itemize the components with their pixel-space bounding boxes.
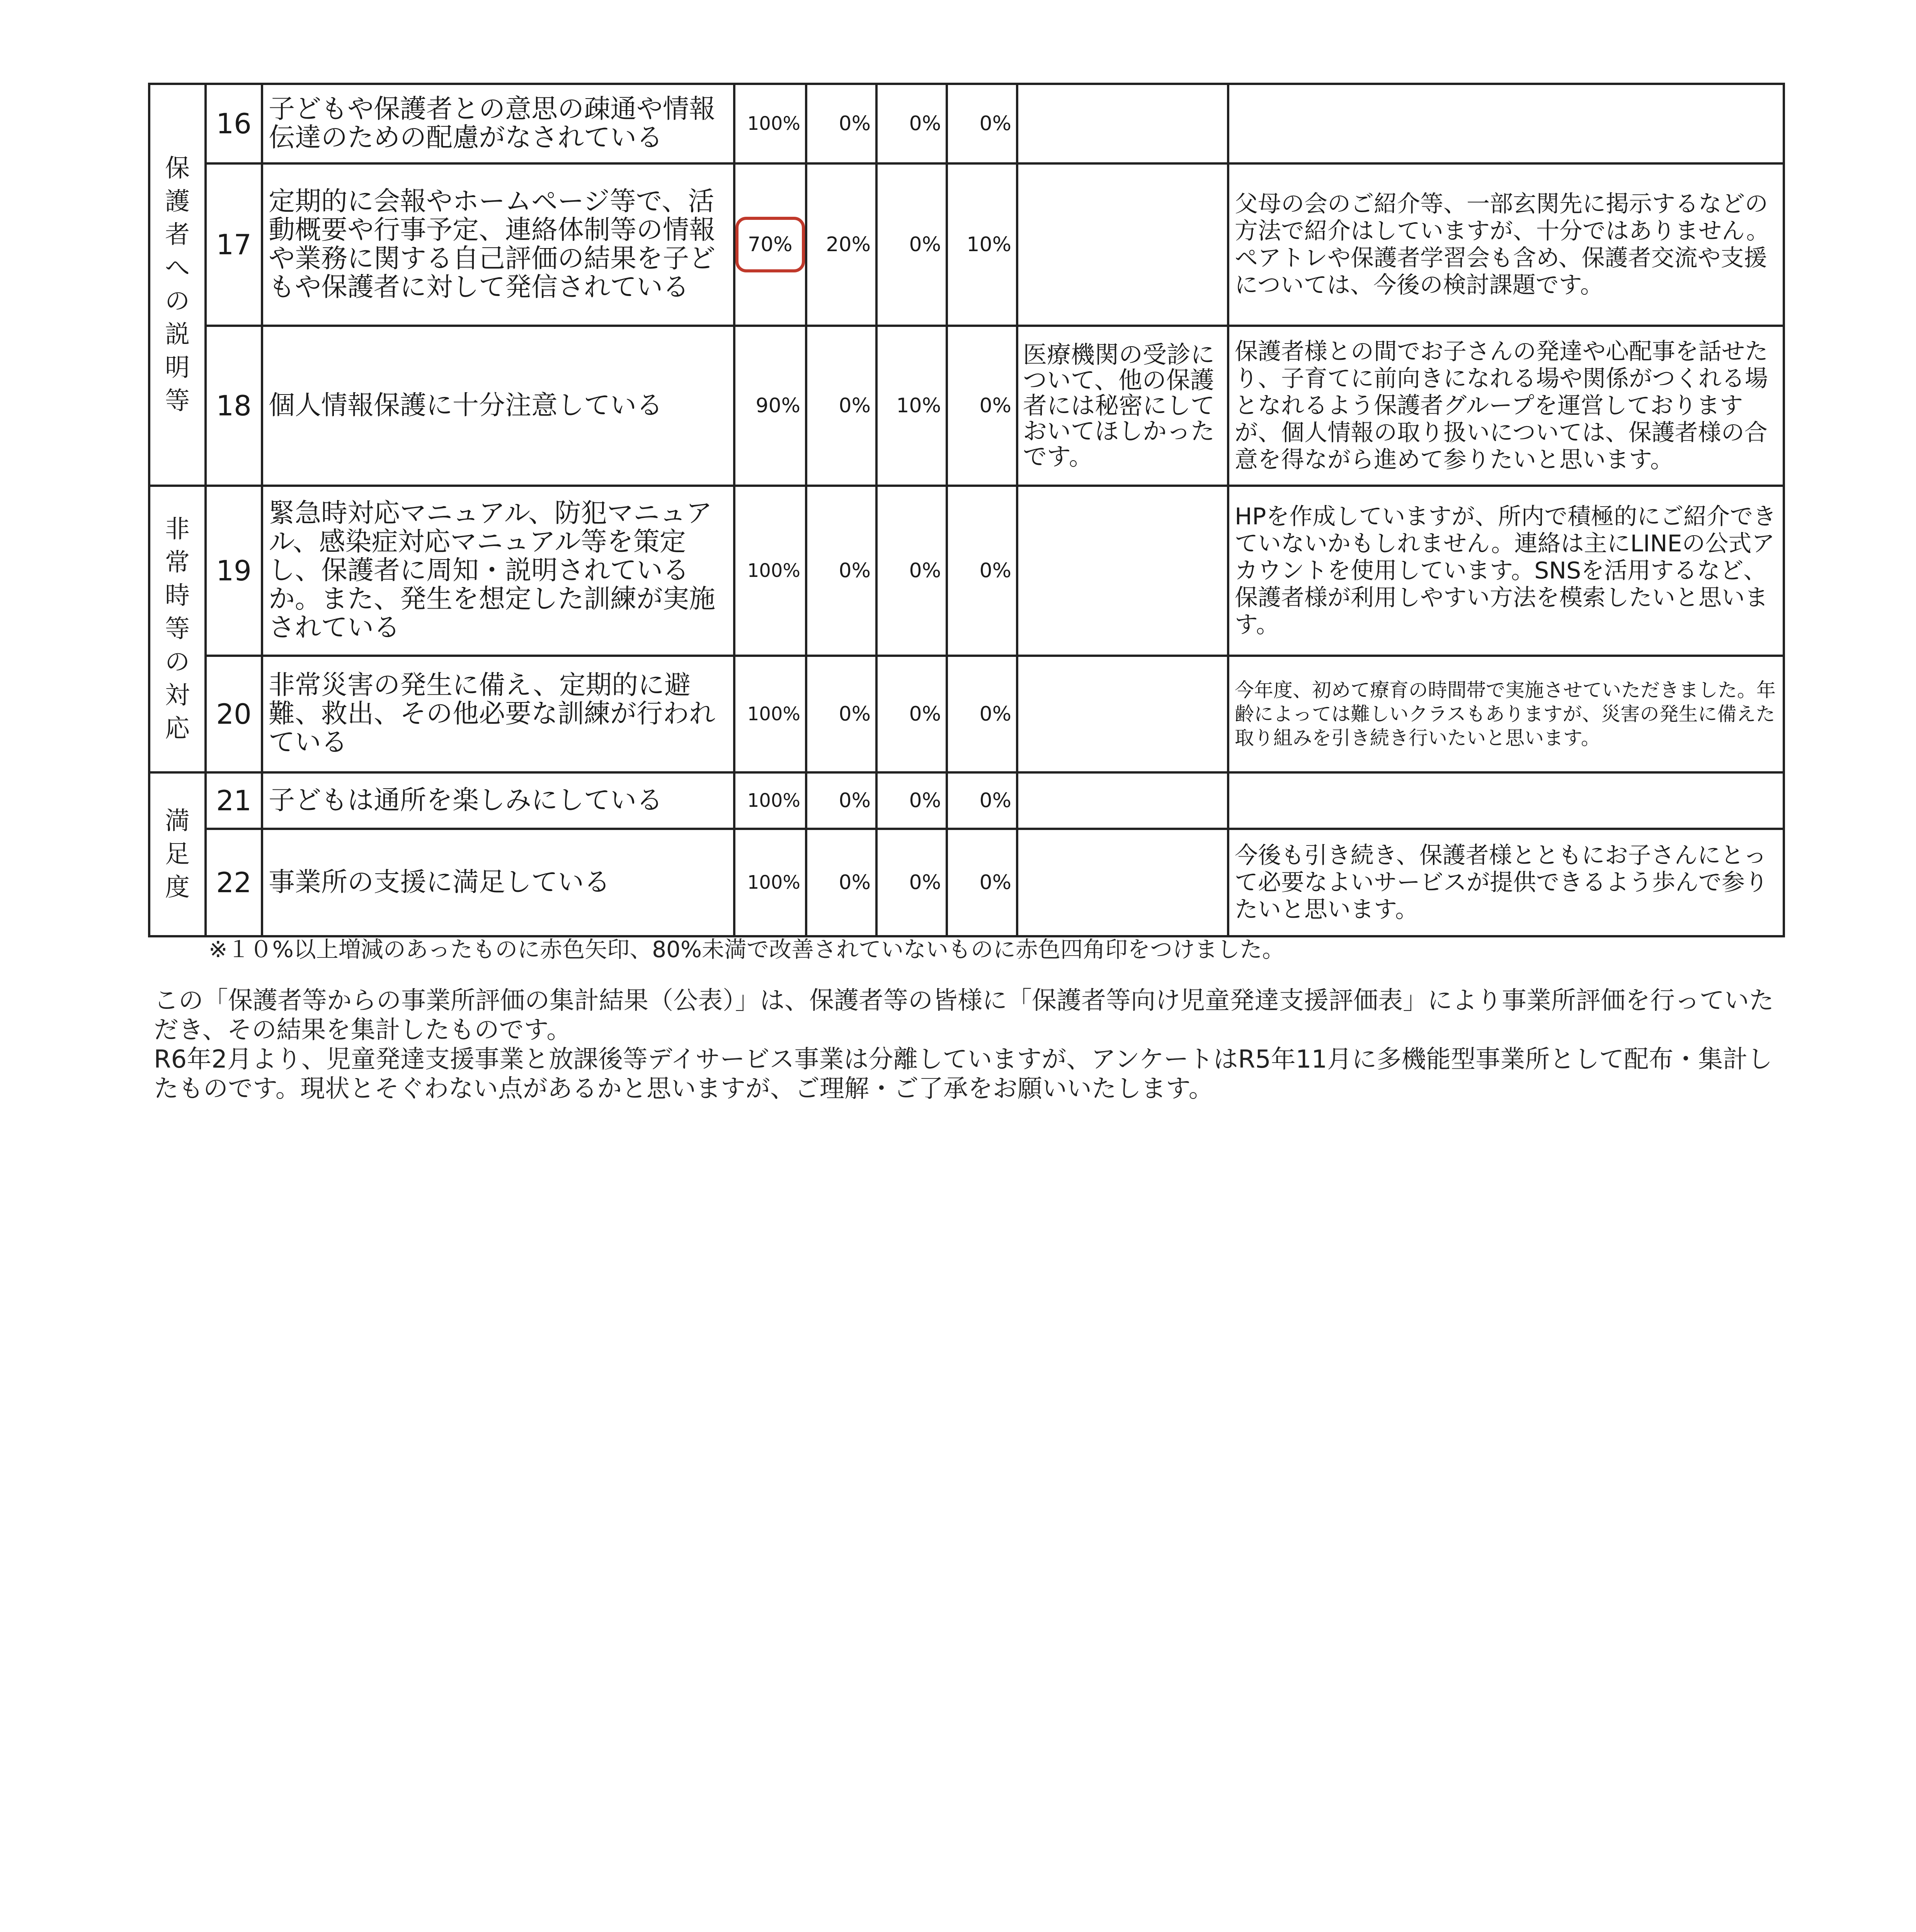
question-text: 定期的に会報やホームページ等で、活動概要や行事予定、連絡体制等の情報や業務に関する自己評価の結果を子どもや保護者に対して発信されている bbox=[262, 163, 734, 326]
question-text: 子どもは通所を楽しみにしている bbox=[262, 772, 734, 829]
category-emergency: 非常時等の対応 bbox=[149, 486, 206, 772]
facility-response: 今年度、初めて療育の時間帯で実施させていただきました。年齢によっては難しいクラスもありますが、災害の発生に備えた取り組みを引き続き行いたいと思います。 bbox=[1228, 656, 1784, 772]
table-row bbox=[149, 829, 1784, 936]
evaluation-document bbox=[148, 83, 1783, 937]
facility-response: 保護者様との間でお子さんの発達や心配事を話せたり、子育てに前向きになれる場や関係がつくれる場となれるよう保護者グループを運営しておりますが、個人情報の取り扱いについては、保護者様の合意を得ながら進めて参りたいと思います。 bbox=[1228, 326, 1784, 486]
percent-no: 0% bbox=[876, 829, 947, 936]
percent-no: 0% bbox=[876, 656, 947, 772]
percent-unknown: 10% bbox=[947, 163, 1017, 326]
percent-yes-cell bbox=[734, 163, 806, 326]
percent-no: 10% bbox=[876, 326, 947, 486]
percent-no: 0% bbox=[876, 772, 947, 829]
percent-no: 0% bbox=[876, 84, 947, 163]
row-number: 22 bbox=[206, 829, 262, 936]
percent-neutral: 0% bbox=[806, 84, 876, 163]
question-text: 非常災害の発生に備え、定期的に避難、救出、その他必要な訓練が行われている bbox=[262, 656, 734, 772]
facility-response bbox=[1228, 84, 1784, 163]
evaluation-table bbox=[148, 83, 1785, 937]
guardian-opinion: 医療機関の受診について、他の保護者には秘密にしておいてほしかったです。 bbox=[1017, 326, 1228, 486]
note-paragraph: R6年2月より、児童発達支援事業と放課後等デイサービス事業は分離していますが、アンケートはR5年11月に多機能型事業所として配布・集計したものです。現状とそぐわない点があるかと思いますが、ご理解・ご了承をお願いいたします。 bbox=[154, 1045, 1773, 1103]
row-number: 19 bbox=[206, 486, 262, 656]
percent-no: 0% bbox=[876, 486, 947, 656]
row-number: 21 bbox=[206, 772, 262, 829]
percent-yes: 100% bbox=[734, 486, 806, 656]
table-row bbox=[149, 163, 1784, 326]
facility-response bbox=[1228, 772, 1784, 829]
guardian-opinion bbox=[1017, 163, 1228, 326]
percent-yes: 100% bbox=[734, 772, 806, 829]
percent-yes: 100% bbox=[734, 84, 806, 163]
percent-unknown: 0% bbox=[947, 656, 1017, 772]
category-satisfaction: 満足度 bbox=[149, 772, 206, 936]
percent-unknown: 0% bbox=[947, 486, 1017, 656]
row-number: 20 bbox=[206, 656, 262, 772]
improvement-needed-marker: 70% bbox=[735, 217, 805, 272]
table-row bbox=[149, 772, 1784, 829]
percent-yes: 100% bbox=[734, 829, 806, 936]
note-paragraph: この「保護者等からの事業所評価の集計結果（公表）」は、保護者等の皆様に「保護者等向け児童発達支援評価表」により事業所評価を行っていただき、その結果を集計したものです。 bbox=[154, 986, 1774, 1044]
guardian-opinion bbox=[1017, 829, 1228, 936]
table-row bbox=[149, 326, 1784, 486]
facility-response: 今後も引き続き、保護者様とともにお子さんにとって必要なよいサービスが提供できるよう歩んで参りたいと思います。 bbox=[1228, 829, 1784, 936]
facility-response: 父母の会のご紹介等、一部玄関先に掲示するなどの方法で紹介はしていますが、十分ではありません。ペアトレや保護者学習会も含め、保護者交流や支援については、今後の検討課題です。 bbox=[1228, 163, 1784, 326]
table-row bbox=[149, 84, 1784, 163]
percent-yes: 90% bbox=[734, 326, 806, 486]
percent-neutral: 0% bbox=[806, 326, 876, 486]
percent-unknown: 0% bbox=[947, 829, 1017, 936]
table-row bbox=[149, 656, 1784, 772]
table-footnote: ※１０%以上増減のあったものに赤色矢印、80%未満で改善されていないものに赤色四角印をつけました。 bbox=[209, 936, 1285, 963]
percent-unknown: 0% bbox=[947, 84, 1017, 163]
percent-neutral: 0% bbox=[806, 486, 876, 656]
facility-response: HPを作成していますが、所内で積極的にご紹介できていないかもしれません。連絡は主にLINEの公式アカウントを使用しています。SNSを活用するなど、保護者様が利用しやすい方法を模索したいと思います。 bbox=[1228, 486, 1784, 656]
question-text: 事業所の支援に満足している bbox=[262, 829, 734, 936]
guardian-opinion bbox=[1017, 84, 1228, 163]
percent-yes: 100% bbox=[734, 656, 806, 772]
percent-neutral: 0% bbox=[806, 656, 876, 772]
guardian-opinion bbox=[1017, 656, 1228, 772]
row-number: 16 bbox=[206, 84, 262, 163]
percent-neutral: 0% bbox=[806, 772, 876, 829]
percent-unknown: 0% bbox=[947, 326, 1017, 486]
row-number: 18 bbox=[206, 326, 262, 486]
percent-unknown: 0% bbox=[947, 772, 1017, 829]
category-explanation: 保護者への説明等 bbox=[149, 84, 206, 486]
guardian-opinion bbox=[1017, 772, 1228, 829]
percent-neutral: 20% bbox=[806, 163, 876, 326]
guardian-opinion bbox=[1017, 486, 1228, 656]
question-text: 個人情報保護に十分注意している bbox=[262, 326, 734, 486]
percent-neutral: 0% bbox=[806, 829, 876, 936]
explanatory-notes bbox=[154, 986, 1777, 1104]
question-text: 子どもや保護者との意思の疎通や情報伝達のための配慮がなされている bbox=[262, 84, 734, 163]
question-text: 緊急時対応マニュアル、防犯マニュアル、感染症対応マニュアル等を策定し、保護者に周知・説明されているか。また、発生を想定した訓練が実施されている bbox=[262, 486, 734, 656]
table-row bbox=[149, 486, 1784, 656]
row-number: 17 bbox=[206, 163, 262, 326]
percent-no: 0% bbox=[876, 163, 947, 326]
